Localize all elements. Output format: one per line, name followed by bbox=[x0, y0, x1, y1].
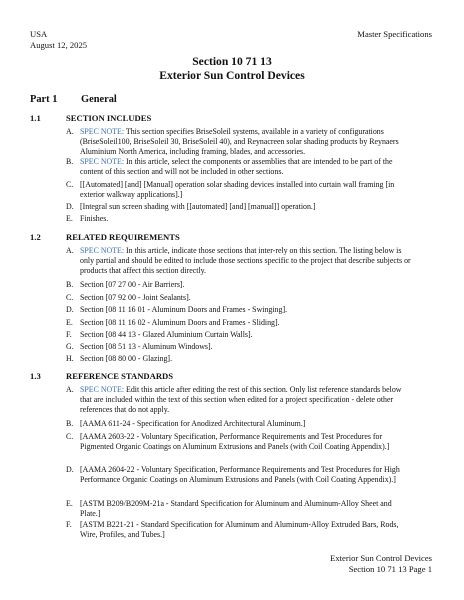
item-letter: F. bbox=[66, 520, 72, 529]
section-title: REFERENCE STANDARDS bbox=[66, 371, 174, 381]
item-letter: C. bbox=[66, 293, 74, 302]
list-item bbox=[66, 354, 412, 364]
list-item bbox=[66, 465, 412, 485]
item-letter: E. bbox=[66, 318, 73, 327]
item-letter: B. bbox=[66, 280, 74, 289]
list-item bbox=[66, 342, 412, 352]
list-item bbox=[66, 280, 412, 290]
item-text: In this article, indicate those sections that inter-rely on this section. The listing below is only partial and should be edited to include those sections specific to the project that describe subjects or products that affect this section directly. bbox=[80, 246, 411, 276]
item-letter: E. bbox=[66, 499, 73, 508]
section-name-title: Exterior Sun Control Devices bbox=[159, 69, 305, 82]
header-left bbox=[30, 29, 87, 51]
list-item bbox=[66, 330, 412, 340]
item-letter: A. bbox=[66, 127, 74, 136]
list-item bbox=[66, 305, 412, 315]
section-number: 1.2 bbox=[30, 232, 41, 242]
item-text: Finishes. bbox=[80, 214, 109, 223]
item-text: Section [08 11 16 01 - Aluminum Doors and Frames - Swinging]. bbox=[80, 305, 288, 314]
item-text: Edit this article after editing the rest of this section. Only list reference standards below that are included within the text of this section when edited for a project specification - delete other references that do not apply. bbox=[80, 385, 402, 415]
item-text: Section [08 80 00 - Glazing]. bbox=[80, 354, 173, 363]
list-item bbox=[66, 202, 412, 212]
list-item bbox=[66, 432, 412, 452]
list-item bbox=[66, 293, 412, 303]
item-text: Section [08 11 16 02 - Aluminum Doors and Frames - Sliding]. bbox=[80, 318, 280, 327]
footer-section-name: Exterior Sun Control Devices bbox=[330, 553, 432, 563]
section-heading bbox=[30, 113, 151, 124]
item-letter: C. bbox=[66, 180, 74, 189]
item-text: In this article, select the components or assemblies that are intended to be part of the content of this section and will not be included in other sections. bbox=[80, 157, 393, 177]
header-date: August 12, 2025 bbox=[30, 40, 88, 50]
section-heading bbox=[30, 232, 180, 243]
item-text: Section [07 27 00 - Air Barriers]. bbox=[80, 280, 185, 289]
list-item bbox=[66, 520, 412, 540]
section-title: RELATED REQUIREMENTS bbox=[66, 232, 180, 242]
spec-note-label: SPEC NOTE: bbox=[80, 157, 125, 166]
item-letter: E. bbox=[66, 214, 73, 223]
spec-note-label: SPEC NOTE: bbox=[80, 246, 125, 255]
item-text: [ASTM B209/B209M-21a - Standard Specification for Aluminum and Aluminum-Alloy Sheet and Plate.] bbox=[80, 499, 392, 519]
part-name: General bbox=[81, 94, 117, 105]
item-letter: F. bbox=[66, 330, 72, 339]
item-letter: D. bbox=[66, 465, 74, 474]
item-text: This section specifies BriseSoleil systems, available in a variety of configurations (BriseSoleil100, BriseSoleil 30, BriseSoleil 40), and Reynacreen solar shading products by Reynaers Aluminium North America, including framing, blades, and accessories. bbox=[80, 127, 399, 157]
section-number: 1.1 bbox=[30, 113, 41, 123]
item-text: Section [07 92 00 - Joint Sealants]. bbox=[80, 293, 191, 302]
item-letter: D. bbox=[66, 202, 74, 211]
item-text: [Integral sun screen shading with [[automated] [and] [manual]] operation.] bbox=[80, 202, 316, 211]
spec-note-label: SPEC NOTE: bbox=[80, 127, 125, 136]
list-item bbox=[66, 157, 412, 177]
part-number: Part 1 bbox=[30, 94, 58, 105]
list-item bbox=[66, 499, 412, 519]
list-item bbox=[66, 180, 412, 200]
section-heading bbox=[30, 371, 173, 382]
item-letter: A. bbox=[66, 246, 74, 255]
item-text: [AAMA 611-24 - Specification for Anodized Architectural Aluminum.] bbox=[80, 419, 306, 428]
item-text: [AAMA 2603-22 - Voluntary Specification, Performance Requirements and Test Procedures for Pigmented Organic Coatings on Aluminum Extrusions and Panels (with Coil Coating Appendix).] bbox=[80, 432, 390, 452]
list-item bbox=[66, 246, 412, 277]
section-number-title: Section 10 71 13 bbox=[192, 55, 272, 68]
list-item bbox=[66, 385, 412, 416]
item-letter: D. bbox=[66, 305, 74, 314]
list-item bbox=[66, 318, 412, 328]
item-text: Section [08 51 13 - Aluminum Windows]. bbox=[80, 342, 213, 351]
list-item bbox=[66, 214, 412, 224]
item-letter: G. bbox=[66, 342, 74, 351]
item-letter: A. bbox=[66, 385, 74, 394]
item-letter: B. bbox=[66, 419, 74, 428]
header-country: USA bbox=[30, 29, 48, 39]
page-footer bbox=[330, 553, 432, 575]
item-text: [[Automated] [and] [Manual] operation solar shading devices installed into curtain wall framing [in exterior walkway applications].] bbox=[80, 180, 395, 200]
part-heading bbox=[30, 94, 117, 106]
item-text: [ASTM B221-21 - Standard Specification for Aluminum and Aluminum-Alloy Extruded Bars, Rods, Wire, Profiles, and Tubes.] bbox=[80, 520, 399, 540]
item-letter: C. bbox=[66, 432, 74, 441]
item-text: [AAMA 2604-22 - Voluntary Specification, Performance Requirements and Test Procedures for High Performance Organic Coatings on Aluminum Extrusions and Panels (with Coil Coating Appendix).] bbox=[80, 465, 400, 485]
item-letter: B. bbox=[66, 157, 74, 166]
spec-note-label: SPEC NOTE: bbox=[80, 385, 125, 394]
list-item bbox=[66, 419, 412, 429]
section-title: SECTION INCLUDES bbox=[66, 113, 152, 123]
section-number: 1.3 bbox=[30, 371, 41, 381]
item-text: Section [08 44 13 - Glazed Aluminium Curtain Walls]. bbox=[80, 330, 253, 339]
header-right: Master Specifications bbox=[357, 29, 432, 39]
list-item bbox=[66, 127, 412, 158]
item-letter: H. bbox=[66, 354, 74, 363]
footer-page-number: Section 10 71 13 Page 1 bbox=[348, 564, 432, 574]
